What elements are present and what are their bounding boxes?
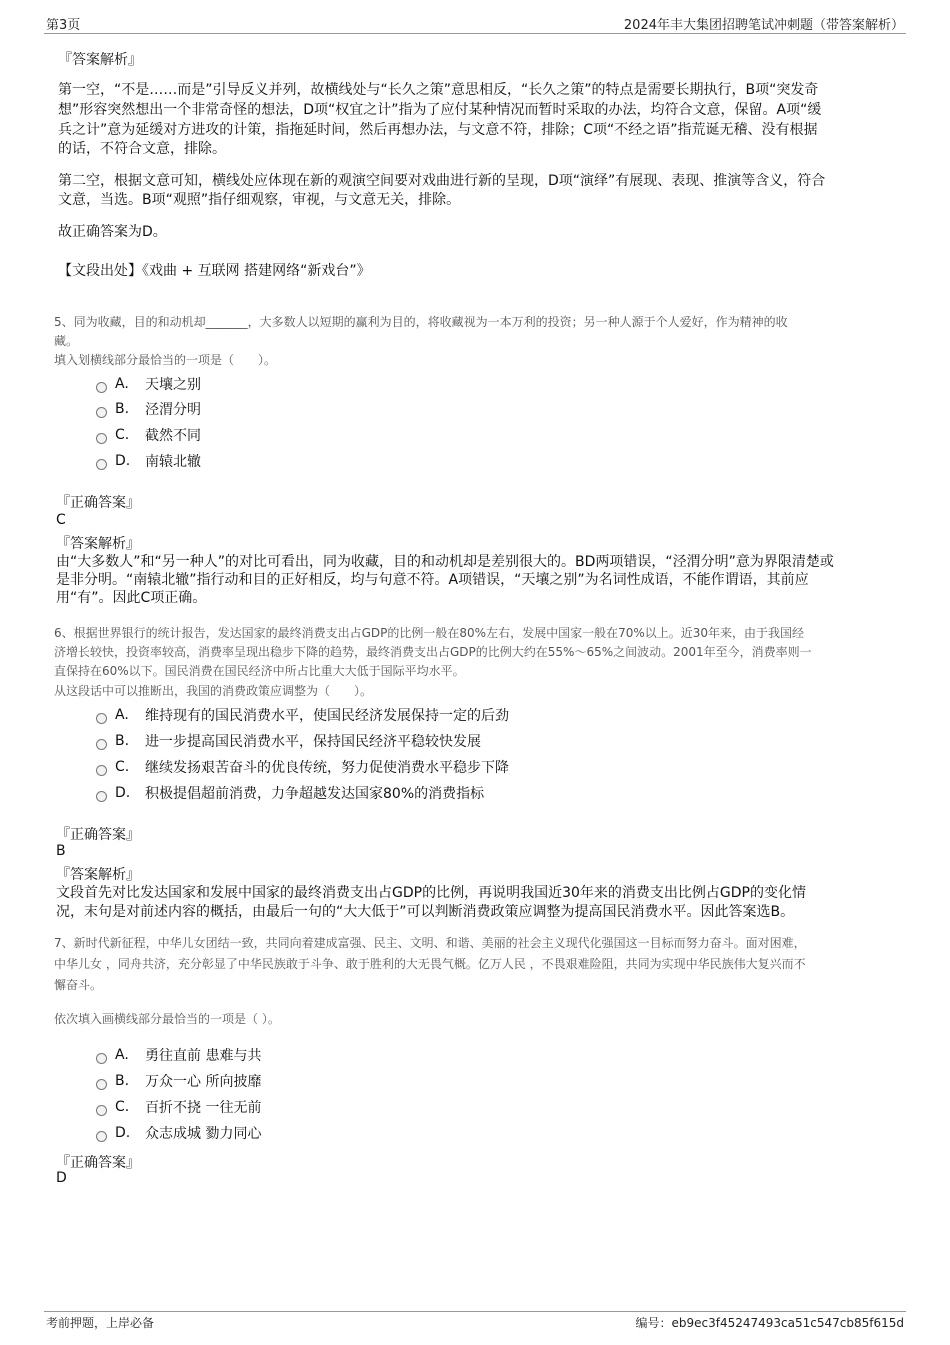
option-letter: A. xyxy=(115,376,129,392)
explanation-line: 用“有”。因此C项正确。 xyxy=(56,590,207,606)
radio-button-icon[interactable] xyxy=(96,433,107,444)
conclusion: 故正确答案为D。 xyxy=(58,224,167,240)
analysis-label: 『答案解析』 xyxy=(58,52,142,68)
explanation-line: 文意，当选。B项“观照”指仔细观察，审视，与文意无关，排除。 xyxy=(58,192,461,208)
option-text: 进一步提高国民消费水平，保持国民经济平稳较快发展 xyxy=(145,734,481,750)
footer-divider xyxy=(44,1311,906,1312)
explanation-line: 想”形容突然想出一个非常奇怪的想法，D项“权宜之计”指为了应付某种情况而暂时采取的办法，均符合文意，保留。A项“缓 xyxy=(58,102,822,118)
explanation-line: 文段首先对比发达国家和发展中国家的最终消费支出占GDP的比例，再说明我国近30年来的消费支出比例占GDP的变化情 xyxy=(56,885,806,901)
source-citation: 【文段出处】《戏曲 + 互联网 搭建网络“新戏台”》 xyxy=(58,263,371,279)
question-stem: 藏。 xyxy=(54,334,79,348)
option-text: 南辕北辙 xyxy=(145,454,201,470)
document-title: 2024年丰大集团招聘笔试冲刺题（带答案解析） xyxy=(623,18,904,33)
correct-answer: D xyxy=(56,1170,67,1186)
question-stem: 济增长较快，投资率较高，消费率呈现出稳步下降的趋势，最终消费支出占GDP的比例大约在55%～65%之间波动。2001年至今，消费率则一 xyxy=(54,645,812,659)
correct-answer-label: 『正确答案』 xyxy=(56,827,140,843)
explanation-line: 第二空，根据文意可知，横线处应体现在新的观演空间要对戏曲进行新的呈现，D项“演绎”有展现、表现、推演等含义，符合 xyxy=(58,173,826,189)
option-text: 众志成城 勠力同心 xyxy=(145,1126,262,1142)
correct-answer: B xyxy=(56,843,66,859)
analysis-label: 『答案解析』 xyxy=(56,867,140,883)
question-prompt: 填入划横线部分最恰当的一项是（ ）。 xyxy=(54,353,277,367)
question-prompt: 从这段话中可以推断出，我国的消费政策应调整为（ ）。 xyxy=(54,684,373,698)
option-letter: D. xyxy=(115,785,131,801)
explanation-line: 况，末句是对前述内容的概括，由最后一句的“大大低于”可以判断消费政策应调整为提高国民消费水平。因此答案选B。 xyxy=(56,904,795,920)
option-letter: C. xyxy=(115,427,130,443)
radio-button-icon[interactable] xyxy=(96,739,107,750)
answer-option-c[interactable] xyxy=(96,1097,261,1117)
document-id: 编号：eb9ec3f45247493ca51c547cb85f615d xyxy=(635,1316,904,1330)
correct-answer: C xyxy=(56,512,66,528)
answer-option-a[interactable] xyxy=(96,705,509,725)
option-text: 天壤之别 xyxy=(145,377,201,393)
radio-button-icon[interactable] xyxy=(96,459,107,470)
answer-option-d[interactable] xyxy=(96,783,484,803)
answer-option-a[interactable] xyxy=(96,1045,261,1065)
question-stem: 懈奋斗。 xyxy=(54,978,103,992)
answer-option-d[interactable] xyxy=(96,1123,261,1143)
option-letter: B. xyxy=(115,401,130,417)
radio-button-icon[interactable] xyxy=(96,765,107,776)
option-text: 截然不同 xyxy=(145,428,201,444)
radio-button-icon[interactable] xyxy=(96,1131,107,1142)
question-prompt: 依次填入画横线部分最恰当的一项是（ ）。 xyxy=(54,1012,280,1026)
header-divider xyxy=(44,33,906,34)
question-stem: 直保持在60%以下。国民消费在国民经济中所占比重大大低于国际平均水平。 xyxy=(54,664,465,678)
question-stem: 中华儿女 ，同舟共济，充分彰显了中华民族敢于斗争、敢于胜利的大无畏气概。亿万人民 ，不畏艰难险阻，共同为实现中华民族伟大复兴而不 xyxy=(54,957,806,971)
radio-button-icon[interactable] xyxy=(96,1053,107,1064)
correct-answer-label: 『正确答案』 xyxy=(56,495,140,511)
radio-button-icon[interactable] xyxy=(96,1105,107,1116)
answer-option-c[interactable] xyxy=(96,425,201,445)
explanation-line: 由“大多数人”和“另一种人”的对比可看出，同为收藏，目的和动机却是差别很大的。BD两项错误，“泾渭分明”意为界限清楚或 xyxy=(56,554,834,570)
option-text: 积极提倡超前消费，力争超越发达国家80%的消费指标 xyxy=(145,786,485,802)
option-letter: A. xyxy=(115,707,129,723)
question-stem: 7、新时代新征程，中华儿女团结一致，共同向着建成富强、民主、文明、和谐、美丽的社会主义现代化强国这一目标而努力奋斗。面对困难， xyxy=(54,936,806,950)
question-stem: 6、根据世界银行的统计报告，发达国家的最终消费支出占GDP的比例一般在80%左右，发展中国家一般在70%以上。近30年来，由于我国经 xyxy=(54,626,805,640)
radio-button-icon[interactable] xyxy=(96,791,107,802)
answer-option-c[interactable] xyxy=(96,757,509,777)
analysis-label: 『答案解析』 xyxy=(56,536,140,552)
option-letter: D. xyxy=(115,453,131,469)
option-text: 勇往直前 患难与共 xyxy=(145,1048,262,1064)
option-letter: A. xyxy=(115,1047,129,1063)
footer-slogan: 考前押题，上岸必备 xyxy=(46,1316,155,1330)
option-text: 百折不挠 一往无前 xyxy=(145,1100,262,1116)
option-text: 维持现有的国民消费水平，使国民经济发展保持一定的后劲 xyxy=(145,708,509,724)
explanation-line: 第一空，“不是……而是”引导反义并列，故横线处与“长久之策”意思相反，“长久之策”的特点是需要长期执行，B项“突发奇 xyxy=(58,82,819,98)
radio-button-icon[interactable] xyxy=(96,382,107,393)
answer-option-a[interactable] xyxy=(96,374,201,394)
option-text: 继续发扬艰苦奋斗的优良传统，努力促使消费水平稳步下降 xyxy=(145,760,509,776)
option-letter: D. xyxy=(115,1125,131,1141)
option-letter: C. xyxy=(115,759,130,775)
option-text: 万众一心 所向披靡 xyxy=(145,1074,262,1090)
option-text: 泾渭分明 xyxy=(145,402,201,418)
correct-answer-label: 『正确答案』 xyxy=(56,1155,140,1171)
option-letter: B. xyxy=(115,1073,130,1089)
radio-button-icon[interactable] xyxy=(96,713,107,724)
answer-option-d[interactable] xyxy=(96,451,201,471)
explanation-line: 兵之计”意为延缓对方进攻的计策，指拖延时间，然后再想办法，与文意不符，排除；C项“不经之语”指荒诞无稽、没有根据 xyxy=(58,122,818,138)
answer-option-b[interactable] xyxy=(96,399,201,419)
radio-button-icon[interactable] xyxy=(96,1079,107,1090)
radio-button-icon[interactable] xyxy=(96,407,107,418)
page-number: 第3页 xyxy=(46,18,81,33)
question-stem: 5、同为收藏，目的和动机却_______，大多数人以短期的赢利为目的，将收藏视为一本万利的投资；另一种人源于个人爱好，作为精神的收 xyxy=(54,315,788,329)
explanation-line: 的话，不符合文意，排除。 xyxy=(58,141,226,157)
option-letter: B. xyxy=(115,733,130,749)
option-letter: C. xyxy=(115,1099,130,1115)
answer-option-b[interactable] xyxy=(96,731,481,751)
answer-option-b[interactable] xyxy=(96,1071,261,1091)
explanation-line: 是非分明。“南辕北辙”指行动和目的正好相反，均与句意不符。A项错误，“天壤之别”为名词性成语，不能作谓语，其前应 xyxy=(56,572,809,588)
